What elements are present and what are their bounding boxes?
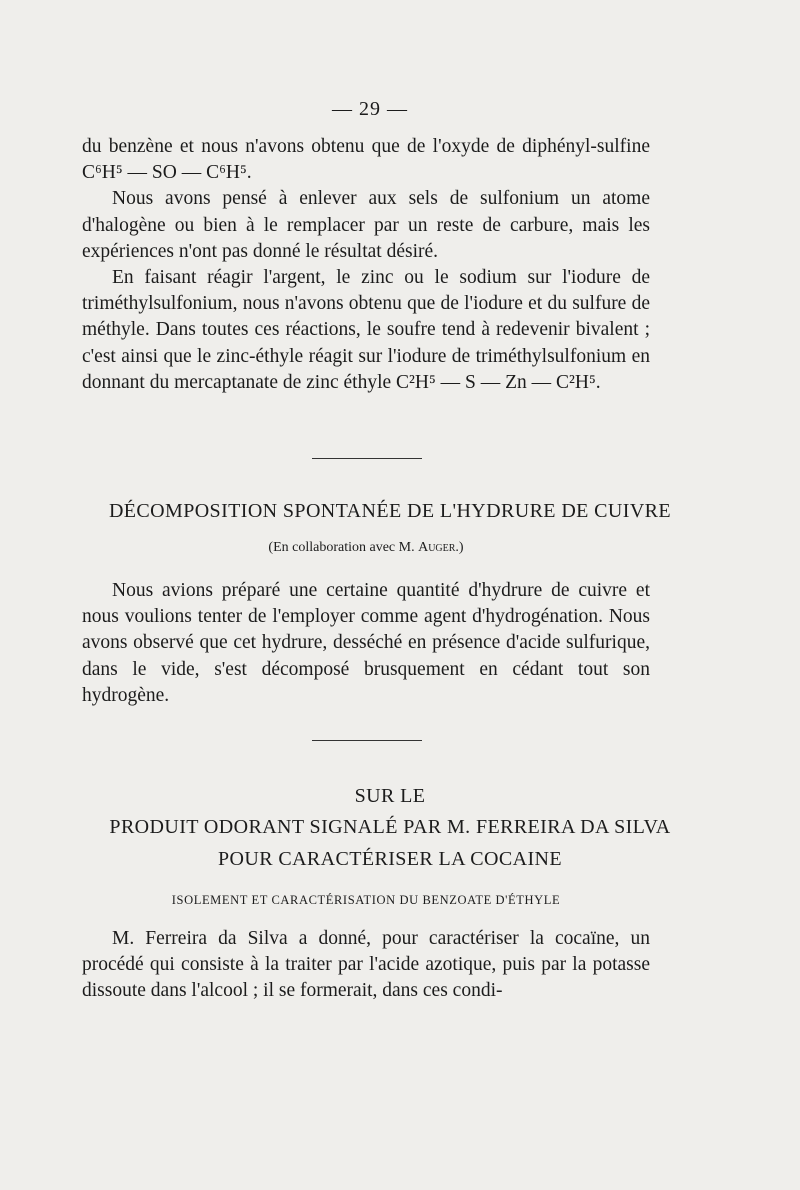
section-divider [312,740,422,741]
paragraph: Nous avons pensé à enlever aux sels de sulfonium un atome d'halogène ou bien à le remplacer par un reste de carbure, mais les expériences n'ont pas donné le résultat désiré. [82,188,650,262]
paragraph: du benzène et nous n'avons obtenu que de l'oxyde de diphényl-sulfine C⁶H⁵ — SO — C⁶H⁵. [82,136,650,184]
section-title-line-1: SUR LE [354,785,426,807]
section-title-hydrure: DÉCOMPOSITION SPONTANÉE DE L'HYDRURE DE CUIVRE [108,500,672,522]
collaboration-note [82,540,650,556]
collaboration-suffix: .) [455,540,464,555]
section-divider [312,458,422,459]
page-number: — 29 — [332,98,408,120]
paragraph: Nous avions préparé une certaine quantité d'hydrure de cuivre et nous voulions tenter de l'employer comme agent d'hydrogénation. Nous avons observé que cet hydrure, desséché en présence d'acide sulfurique, dans le vide, s'est décomposé brusquement en cédant tout son hydrogène. [82,580,650,706]
paragraph: M. Ferreira da Silva a donné, pour caractériser la cocaïne, un procédé qui consiste à la traiter par l'acide azotique, puis par la potasse dissoute dans l'alcool ; il se formerait, dans ces condi- [82,928,650,1002]
section-sulfonium-text [82,134,650,396]
section-cocaine-text [82,926,650,1005]
collaborator-name: Auger [418,540,456,555]
paragraph: En faisant réagir l'argent, le zinc ou le sodium sur l'iodure de triméthylsulfonium, nous n'avons obtenu que de l'iodure et du sulfure de méthyle. Dans toutes ces réactions, le soufre tend à redevenir bivalent ; c'est ainsi que le zinc-éthyle réagit sur l'iodure de triméthylsulfonium en donnant du mercaptanate de zinc éthyle C²H⁵ — S — Zn — C²H⁵. [82,267,650,393]
section-hydrure-text [82,578,650,709]
collaboration-prefix: (En collaboration avec M. [268,540,415,555]
section-subtitle: ISOLEMENT ET CARACTÉRISATION DU BENZOATE D'ÉTHYLE [171,893,561,907]
section-title-line-3: POUR CARACTÉRISER LA COCAINE [217,848,562,870]
section-title-line-2: PRODUIT ODORANT SIGNALÉ PAR M. FERREIRA DA SILVA [109,816,671,838]
